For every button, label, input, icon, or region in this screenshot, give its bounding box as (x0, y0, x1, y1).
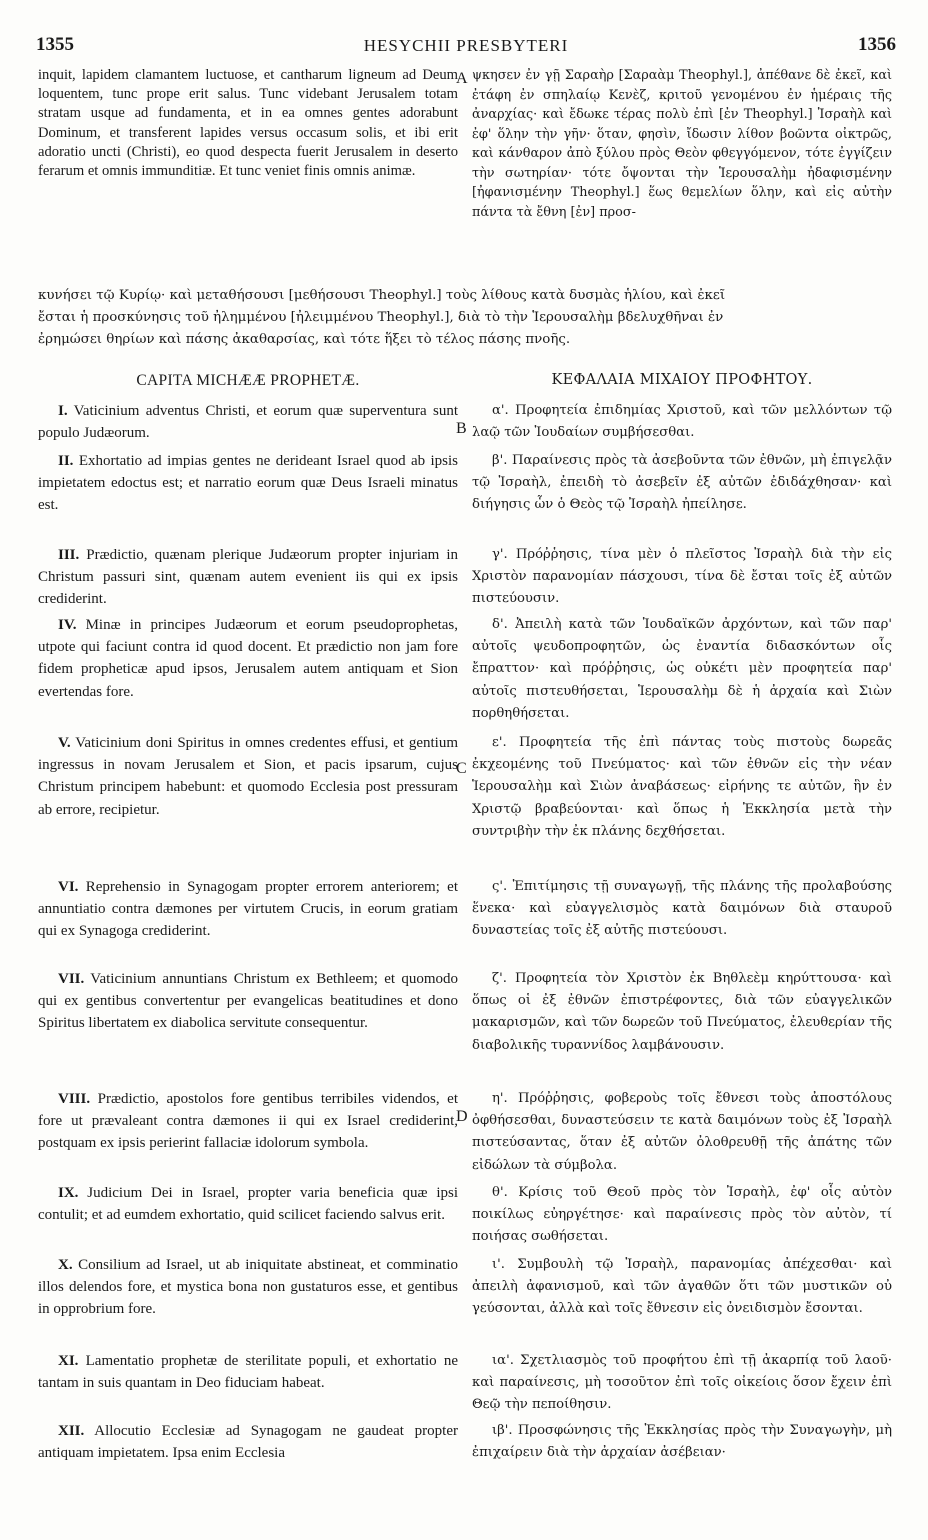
greek-item-text: Σχετλιασμὸς τοῦ προφήτου ἐπὶ τῇ ἀκαρπίᾳ τοῦ λαοῦ· καὶ παραίνεσις, μὴ τοσοῦτον ἐπὶ τοῖς οἰκείοις ὅσον ἔχειν ἐπὶ Θεῷ τὴν πεποίθησιν. (472, 1353, 892, 1413)
greek-item-number: ε'. (492, 735, 507, 750)
latin-item-number: IV. (58, 617, 77, 633)
latin-item-number: X. (58, 1257, 73, 1273)
latin-item-number: III. (58, 547, 80, 563)
latin-item (38, 1182, 458, 1226)
greek-item-number: β'. (492, 453, 508, 468)
latin-item-number: II. (58, 453, 74, 469)
latin-item-number: XI. (58, 1353, 79, 1369)
latin-item (38, 876, 458, 943)
greek-item-text: Προσφώνησις τῆς Ἐκκλησίας πρὸς τὴν Συναγωγὴν, μὴ ἐπιχαίρειν διὰ τὴν ἀρχαίαν ἀσέβειαν· (472, 1423, 892, 1461)
greek-item (472, 1088, 892, 1177)
greek-item (472, 1182, 892, 1249)
greek-item-text: Πρόῤῥησις, τίνα μὲν ὁ πλεῖστος Ἰσραὴλ διὰ τὴν εἰς Χριστὸν παρανομίαν πάσχουσι, τίνα δὲ ἔσται τοῖς ἐξ αὐτῶν πιστεύουσιν. (472, 547, 892, 607)
greek-item-text: Παραίνεσις πρὸς τὰ ἀσεβοῦντα τῶν ἐθνῶν, μὴ ἐπιγελᾷν τῷ Ἰσραὴλ, ἐπειδὴ τὸ ἀσεβεῖν ἐξ αὐτῶν ἐδιδάχθησαν· καὶ διήγησις ὧν ὁ Θεὸς τῷ Ἰσραὴλ ἠπείλησε. (472, 453, 892, 513)
greek-item-text: Κρίσις τοῦ Θεοῦ πρὸς τὸν Ἰσραὴλ, ἐφ' οἷς αὐτὸν ποικίλως εὐηργέτησε· καὶ παραίνεσις πρὸς τὸν αὐτὸν, τί ποιήσας σωθήσεται. (472, 1185, 892, 1245)
latin-item-text: Prædictio, quænam plerique Judæorum propter injuriam in Christum passuri sint, quænam autem evenient iis qui ex ipsis crediderint. (38, 547, 458, 608)
latin-item-number: I. (58, 403, 68, 419)
latin-chapter-heading: CAPITA MICHÆÆ PROPHETÆ. (136, 372, 360, 389)
margin-marker-b: B (456, 420, 467, 437)
latin-item-text: Allocutio Ecclesiæ ad Synagogam ne gaudeat propter antiquam impietatem. Ipsa enim Ecclesia (38, 1423, 458, 1462)
intro-greek-line-2: ἔσται ἡ προσκύνησις τοῦ ἠλημμένου [ἠλειμμένου Theophyl.], διὰ τὸ τὴν Ἱερουσαλὴμ βδελυχθῆναι ἐν (38, 310, 724, 325)
intro-latin: inquit, lapidem clamantem luctuose, et cantharum ligneum ad Deum loquentem, tunc prope erit salus. Tunc videbant Jerusalem totam stratam usque ad fundamenta, et in ea omnes gentes adorabunt Dominum, et transferent lapides versus occasum solis, et ibi erit adoratio uncti (Christi), eo quod despecta fuerit Jerusalem in deserto ferarum et omnis immunditiæ. Et tunc veniet finis omnis animæ. (38, 67, 458, 180)
greek-item (472, 1254, 892, 1321)
latin-item-number: V. (58, 735, 71, 751)
page-header (36, 34, 896, 62)
greek-item-number: ς'. (492, 879, 508, 894)
left-page-number: 1355 (36, 34, 74, 55)
margin-marker-d: D (456, 1108, 468, 1125)
latin-item-text: Lamentatio prophetæ de sterilitate populi, et exhortatio ne tantam in suis quantam in Deo fiduciam habeat. (38, 1353, 458, 1392)
greek-item (472, 968, 892, 1057)
right-page-number: 1356 (858, 34, 896, 55)
greek-item-number: γ'. (492, 547, 508, 562)
latin-item (38, 614, 458, 703)
latin-item-number: XII. (58, 1423, 85, 1439)
greek-item-text: Ἐπιτίμησις τῇ συναγωγῇ, τῆς πλάνης τῆς προλαβούσης ἕνεκα· καὶ εὐαγγελισμὸς κατὰ δαιμόνων διὰ σταυροῦ δυναστείας τοῖς ἐξ αὐτῆς πιστεύουσι. (472, 879, 892, 939)
greek-item-number: θ'. (492, 1185, 508, 1200)
greek-item-number: η'. (492, 1091, 508, 1106)
latin-item-number: VII. (58, 971, 85, 987)
intro-greek: ψκησεν ἐν γῇ Σαραὴρ [Σαραὰμ Theophyl.], ἀπέθανε δὲ ἐκεῖ, καὶ ἐτάφη ἐν σπηλαίῳ Κενὲζ, κριτοῦ γενομένου ἐν ἡμέραις τῆς ἀναρχίας· καὶ ἔδωκε τέρας πολὺ ἐπὶ [ἐν Theophyl.] Ἰσραὴλ καὶ ἐφ' ὅλην τὴν γῆν· ὅταν, φησὶν, ἴδωσιν λίθον βοῶντα οἰκτρῶς, καὶ κάνθαρον ἀπὸ ξύλου πρὸς Θεὸν φθεγγόμενον, τότε ἐγγίζειν τὴν σωτηρίαν· τότε ὄψονται τὴν Ἱερουσαλὴμ ἠδαφισμένην [ἠφανισμένην Theophyl.] ἕως θεμελίων ὅλην, καὶ εἰς αὐτὴν πάντα τὰ ἔθνη [ἐν] προσ- (472, 68, 892, 220)
greek-item-number: ζ'. (492, 971, 507, 986)
latin-item (38, 1420, 458, 1464)
latin-item-text: Reprehensio in Synagogam propter errorem anteriorem; et annuntiatio contra dæmones per virtutem Crucis, in eorum gratiam qui ex Synagoga crediderint. (38, 879, 459, 940)
latin-item (38, 1254, 458, 1321)
latin-item (38, 1088, 458, 1155)
latin-item-text: Vaticinium annuntians Christum ex Bethleem; et quomodo qui ex gentibus convertentur per evangelicas beatitudines et dono Spiritus libertatem ex diabolica servitute consequentur. (38, 971, 459, 1032)
greek-item (472, 450, 892, 517)
greek-item-text: Πρόῤῥησις, φοβεροὺς τοῖς ἔθνεσι τοὺς ἀποστόλους ὀφθήσεσθαι, δυναστεύσειν τε κατὰ δαιμόνων τοὺς ἐξ Ἰσραὴλ πιστεύσαντας, ὅταν ἐξ αὐτῶν ὀλοθρευθῇ τῆς ἀπάτης τῶν εἰδώλων τὰ σύμβολα. (472, 1091, 892, 1173)
latin-item (38, 732, 458, 821)
greek-item-text: Προφητεία ἐπιδημίας Χριστοῦ, καὶ τῶν μελλόντων τῷ λαῷ τῶν Ἰουδαίων συμβήσεσθαι. (472, 403, 892, 441)
greek-item (472, 544, 892, 611)
intro-greek-line-3: ἐρημώσει θηρίων καὶ πάσης ἀκαθαρσίας, καὶ τότε ἥξει τὸ τέλος πάσης πνοῆς. (38, 332, 571, 347)
greek-item (472, 1420, 892, 1464)
greek-item-text: Συμβουλὴ τῷ Ἰσραὴλ, παρανομίας ἀπέχεσθαι· καὶ ἀπειλὴ ἀφανισμοῦ, καὶ τῶν ἀγαθῶν ὅτι τῶν μυστικῶν οὐ γεύσονται, ἀλλὰ καὶ τοῖς ἔθνεσιν εἰς ὀνειδισμὸν ἔσονται. (472, 1257, 893, 1317)
latin-item-number: IX. (58, 1185, 79, 1201)
greek-item (472, 400, 892, 444)
greek-item-number: δ'. (492, 617, 508, 632)
greek-item-number: ια'. (492, 1353, 514, 1368)
latin-item (38, 968, 458, 1035)
greek-chapter-heading: ΚΕΦΑΛΑΙΑ ΜΙΧΑΙΟΥ ΠΡΟΦΗΤΟΥ. (551, 372, 813, 388)
margin-marker-a: A (456, 70, 468, 87)
latin-item-number: VIII. (58, 1091, 91, 1107)
greek-item (472, 614, 892, 725)
latin-item-text: Consilium ad Israel, ut ab iniquitate abstineat, et comminatio illos delendos fore, et mystica bona non gustaturos esse, et gentibus in opprobrium fore. (38, 1257, 459, 1318)
greek-item-text: Προφητεία τὸν Χριστὸν ἐκ Βηθλεὲμ κηρύττουσα· καὶ ὅπως οἱ ἐξ ἐθνῶν ἐπιστρέφοντες, διὰ τῶν εὐαγγελικῶν μακαρισμῶν, καὶ τῶν δωρεῶν τοῦ Πνεύματος, ἐλευθερίαν τῆς διαβολικῆς τυραννίδος λαμβάνουσιν. (472, 971, 892, 1053)
latin-item-text: Prædictio, apostolos fore gentibus terribiles videndos, et fore ut prævaleant contra dæmones ii qui ex Israel crediderint, postquam ex ipsis perierint fallaciæ idolorum symbola. (38, 1091, 458, 1152)
latin-item (38, 1350, 458, 1394)
latin-item-number: VI. (58, 879, 79, 895)
running-title: HESYCHII PRESBYTERI (363, 36, 569, 55)
greek-item (472, 876, 892, 943)
greek-item-text: Προφητεία τῆς ἐπὶ πάντας τοὺς πιστοὺς δωρεᾶς ἐκχεομένης τοῦ Πνεύματος· καὶ τῶν ἐθνῶν εἰς τὴν νέαν Ἱερουσαλὴμ καὶ Σιὼν ἀναβάσεως· εἰρήνης τε αὐτῶν, ἣν ἐν Χριστῷ βραβεύονται· καὶ ὅπως ἡ Ἐκκλησία μετὰ τὴν συντριβὴν τὴν ἐκ πλάνης δεχθήσεται. (472, 735, 892, 839)
greek-item-number: α'. (492, 403, 509, 418)
latin-item-text: Judicium Dei in Israel, propter varia beneficia quæ ipsi contulit; et ad eumdem exhortatio, quid scilicet faciendo salvus erit. (38, 1185, 458, 1224)
greek-item-number: ι'. (492, 1257, 505, 1272)
latin-item-text: Exhortatio ad impias gentes ne derideant Israel quod ab ipsis impietatem edoctus est; et narratio eorum quæ Deus Israeli minatus est. (38, 453, 459, 514)
latin-item (38, 544, 458, 611)
latin-item-text: Vaticinium adventus Christi, et eorum quæ superventura sunt populo Judæorum. (38, 403, 459, 442)
latin-item (38, 400, 458, 444)
latin-item (38, 450, 458, 517)
latin-item-text: Minæ in principes Judæorum et eorum pseudoprophetas, utpote qui faciunt contra id quod docent. Et prædictio non jam fore fidem propheticæ apud ipsos, Jerusalem autem antiquam et Sion evertendas fore. (38, 617, 459, 700)
greek-item-number: ιβ'. (492, 1423, 513, 1438)
intro-greek-line-1: κυνήσει τῷ Κυρίῳ· καὶ μεταθήσουσι [μεθήσουσι Theophyl.] τοὺς λίθους κατὰ δυσμὰς ἡλίου, καὶ ἐκεῖ (38, 288, 726, 303)
margin-marker-c: C (456, 760, 467, 777)
greek-item-text: Ἀπειλὴ κατὰ τῶν Ἰουδαϊκῶν ἀρχόντων, καὶ τῶν παρ' αὐτοῖς ψευδοπροφητῶν, ὡς ἐναντία διδασκόντων οἷς ἔπραττον· καὶ πρόῤῥησις, ὡς οὐκέτι μὲν προφητεία παρ' αὐτοῖς πιστευθήσεται, Ἱερουσαλὴμ δὲ ἡ ἀρχαία καὶ Σιὼν πορθηθήσεται. (472, 617, 892, 721)
latin-item-text: Vaticinium doni Spiritus in omnes credentes effusi, et gentium ingressus in novam Jerusalem et Sion, et pacis ipsarum, cujus Christum principem habebunt: et quomodo Ecclesia post pressuram ab errore, recipietur. (38, 735, 458, 818)
greek-item (472, 732, 892, 843)
greek-item (472, 1350, 892, 1417)
